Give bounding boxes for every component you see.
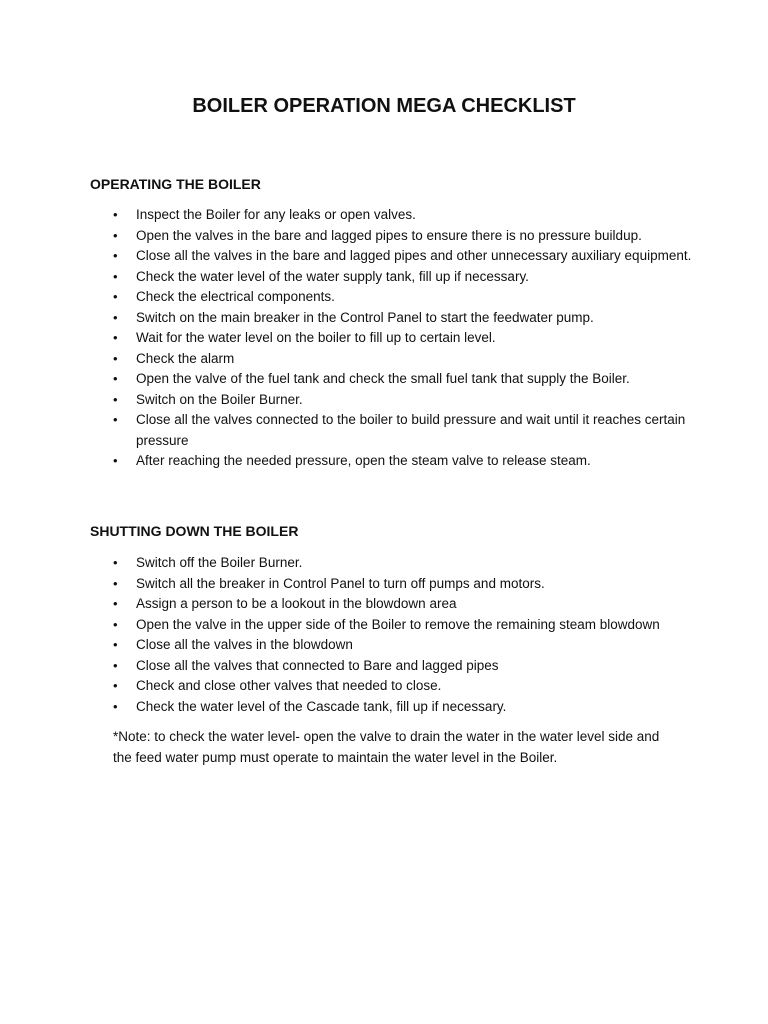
list-item: [113, 226, 693, 247]
bullet-icon: •: [113, 616, 118, 632]
list-item-text: Open the valve of the fuel tank and check the small fuel tank that supply the Boiler.: [136, 371, 630, 386]
bullet-icon: •: [113, 309, 118, 325]
list-item-text: Close all the valves in the bare and lagged pipes and other unnecessary auxiliary equipment.: [136, 248, 692, 263]
list-item-text: Check the alarm: [136, 350, 235, 366]
list-item: [113, 574, 693, 595]
list-item-text: Assign a person to be a lookout in the blowdown area: [136, 596, 457, 611]
list-item-text: After reaching the needed pressure, open the steam valve to release steam.: [136, 453, 591, 468]
list-item: [113, 451, 693, 472]
list-item-text: Wait for the water level on the boiler to fill up to certain level.: [136, 330, 496, 345]
list-item-text: Open the valve in the upper side of the Boiler to remove the remaining steam blowdown: [136, 616, 660, 632]
water-level-note: *Note: to check the water level- open the valve to drain the water in the water level side and the feed water pump must operate to maintain the water level in the Boiler.: [113, 729, 660, 765]
list-item-text: Check the water level of the Cascade tank, fill up if necessary.: [136, 698, 507, 714]
list-item: [113, 246, 693, 267]
bullet-icon: •: [113, 637, 118, 652]
list-item: [113, 349, 693, 370]
list-item: [113, 697, 693, 718]
section-heading-operating: OPERATING THE BOILER: [90, 176, 261, 192]
bullet-icon: •: [113, 575, 118, 591]
list-item: [113, 205, 693, 226]
bullet-icon: •: [113, 289, 118, 304]
bullet-icon: •: [113, 412, 118, 427]
list-item: [113, 676, 693, 697]
bullet-icon: •: [113, 555, 118, 570]
list-item-text: Switch off the Boiler Burner.: [136, 555, 303, 570]
list-item-text: Check the electrical components.: [136, 289, 335, 304]
list-item: [113, 553, 693, 574]
bullet-icon: •: [113, 248, 118, 263]
bullet-icon: •: [113, 453, 118, 468]
list-item-text: Close all the valves in the blowdown: [136, 637, 353, 652]
document-title: BOILER OPERATION MEGA CHECKLIST: [192, 95, 576, 117]
list-item-text: Switch on the Boiler Burner.: [136, 391, 303, 407]
list-item-text: Check and close other valves that needed to close.: [136, 678, 442, 693]
list-item-text: Switch on the main breaker in the Control Panel to start the feedwater pump.: [136, 309, 594, 325]
bullet-icon: •: [113, 268, 118, 284]
list-item: [113, 308, 693, 329]
bullet-icon: •: [113, 227, 118, 243]
bullet-icon: •: [113, 350, 118, 366]
list-item: [113, 656, 693, 677]
list-item-text: Check the water level of the water supply tank, fill up if necessary.: [136, 268, 529, 284]
list-item: [113, 635, 693, 656]
bullet-icon: •: [113, 678, 118, 693]
bullet-icon: •: [113, 391, 118, 407]
list-item-text: Close all the valves connected to the boiler to build pressure and wait until it reaches certain pressure: [136, 412, 686, 448]
bullet-icon: •: [113, 698, 118, 714]
list-item-text: Open the valves in the bare and lagged pipes to ensure there is no pressure buildup.: [136, 227, 642, 243]
list-item: [113, 594, 693, 615]
operating-checklist: [113, 205, 693, 472]
bullet-icon: •: [113, 207, 118, 222]
list-item: [113, 615, 693, 636]
bullet-icon: •: [113, 330, 118, 345]
list-item: [113, 369, 693, 390]
list-item-text: Inspect the Boiler for any leaks or open valves.: [136, 207, 416, 222]
list-item: [113, 267, 693, 288]
bullet-icon: •: [113, 596, 118, 611]
list-item: [113, 287, 693, 308]
section-heading-shutting-down: SHUTTING DOWN THE BOILER: [90, 523, 299, 539]
list-item-text: Switch all the breaker in Control Panel to turn off pumps and motors.: [136, 575, 545, 591]
list-item: [113, 390, 693, 411]
shutdown-checklist: [113, 553, 693, 717]
bullet-icon: •: [113, 657, 118, 673]
list-item: [113, 410, 693, 451]
list-item: [113, 328, 693, 349]
list-item-text: Close all the valves that connected to Bare and lagged pipes: [136, 657, 499, 673]
bullet-icon: •: [113, 371, 118, 386]
